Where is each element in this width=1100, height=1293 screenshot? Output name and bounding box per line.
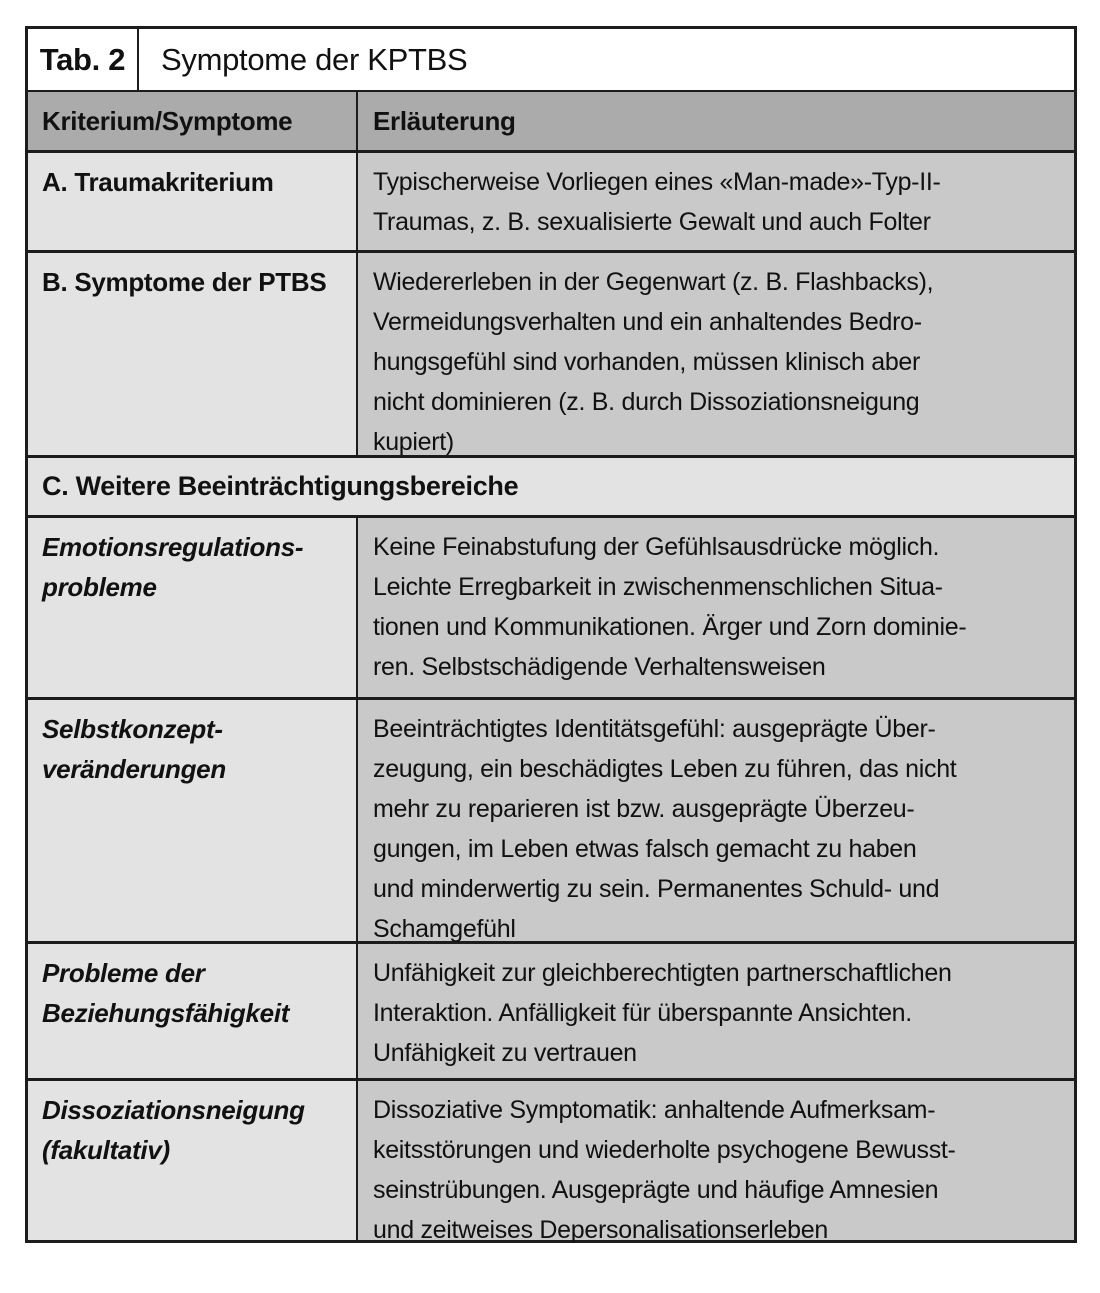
text-line: seinstrübungen. Ausgeprägte und häufige Amnesien [373,1176,939,1204]
text-line: ren. Selbstschädigende Verhaltensweisen [373,653,826,681]
row-label-line: B. Symptome der PTBS [42,267,327,297]
row-label-cell [28,944,358,1078]
table-row-selbstkonzeptveraenderungen [28,697,1074,941]
row-label-line: probleme [42,572,157,602]
text-line: Schamgefühl [373,915,516,943]
symptom-table [25,26,1077,1243]
row-label-cell [28,518,358,697]
row-label-line: A. Traumakriterium [42,167,274,197]
text-line: Vermeidungsverhalten und ein anhaltendes Bedro- [373,308,922,336]
text-line: Beeinträchtigtes Identitätsgefühl: ausgeprägte Über- [373,715,936,743]
text-line: gungen, im Leben etwas falsch gemacht zu haben [373,835,917,863]
row-label-line: Emotionsregulations- [42,532,304,562]
text-line: mehr zu reparieren ist bzw. ausgeprägte Überzeu- [373,795,915,823]
text-line: Keine Feinabstufung der Gefühlsausdrücke möglich. [373,533,940,561]
row-label-line: Selbstkonzept- [42,714,223,744]
text-line: Traumas, z. B. sexualisierte Gewalt und auch Folter [373,208,931,236]
table-row-traumakriterium [28,150,1074,250]
row-label-line: Dissoziationsneigung [42,1095,305,1125]
text-line: Leichte Erregbarkeit in zwischenmenschlichen Situa- [373,573,943,601]
row-text-cell [358,518,1074,697]
text-line: nicht dominieren (z. B. durch Dissoziationsneigung [373,388,920,416]
text-line: zeugung, ein beschädigtes Leben zu führen, das nicht [373,755,957,783]
table-row-symptome-der-ptbs [28,250,1074,455]
row-text-cell [358,1081,1074,1244]
row-text-cell [358,153,1074,250]
row-label-cell [28,253,358,455]
row-label-cell [28,153,358,250]
row-text-cell [358,253,1074,455]
row-text-cell [358,944,1074,1078]
section-row-weitere-beeintraechtigungsbereiche: C. Weitere Beeinträchtigungsbereiche [28,455,1074,515]
column-header-row [28,90,1074,150]
text-line: keitsstörungen und wiederholte psychogene Bewusst- [373,1136,956,1164]
column-header-kriterium-symptome: Kriterium/Symptome [28,92,358,150]
table-title: Symptome der KPTBS [161,41,468,77]
text-line: Dissoziative Symptomatik: anhaltende Aufmerksam- [373,1096,936,1124]
table-row-dissoziationsneigung [28,1078,1074,1244]
column-header-erlaeuterung: Erläuterung [373,105,516,136]
row-label-line: Probleme der [42,958,205,988]
table-number-label: Tab. 2 [28,29,139,90]
text-line: und zeitweises Depersonalisationserleben [373,1216,828,1244]
row-label-line: Beziehungsfähigkeit [42,998,290,1028]
row-label-cell [28,1081,358,1240]
text-line: Unfähigkeit zur gleichberechtigten partnerschaftlichen [373,959,952,987]
text-line: kupiert) [373,428,454,456]
row-text-cell [358,700,1074,941]
text-line: Unfähigkeit zu vertrauen [373,1039,637,1067]
text-line: Interaktion. Anfälligkeit für überspannte Ansichten. [373,999,912,1027]
row-label-line: (fakultativ) [42,1135,170,1165]
text-line: Typischerweise Vorliegen eines «Man-made»-Typ-II- [373,168,941,196]
text-line: Wiedererleben in der Gegenwart (z. B. Flashbacks), [373,268,934,296]
text-line: hungsgefühl sind vorhanden, müssen klinisch aber [373,348,921,376]
row-label-line: veränderungen [42,754,226,784]
table-row-probleme-der-beziehungsfaehigkeit [28,941,1074,1078]
text-line: und minderwertig zu sein. Permanentes Schuld- und [373,875,940,903]
table-title-row [28,29,1074,90]
text-line: tionen und Kommunikationen. Ärger und Zorn dominie- [373,613,967,641]
row-label-cell [28,700,358,941]
table-row-emotionsregulationsprobleme [28,515,1074,697]
